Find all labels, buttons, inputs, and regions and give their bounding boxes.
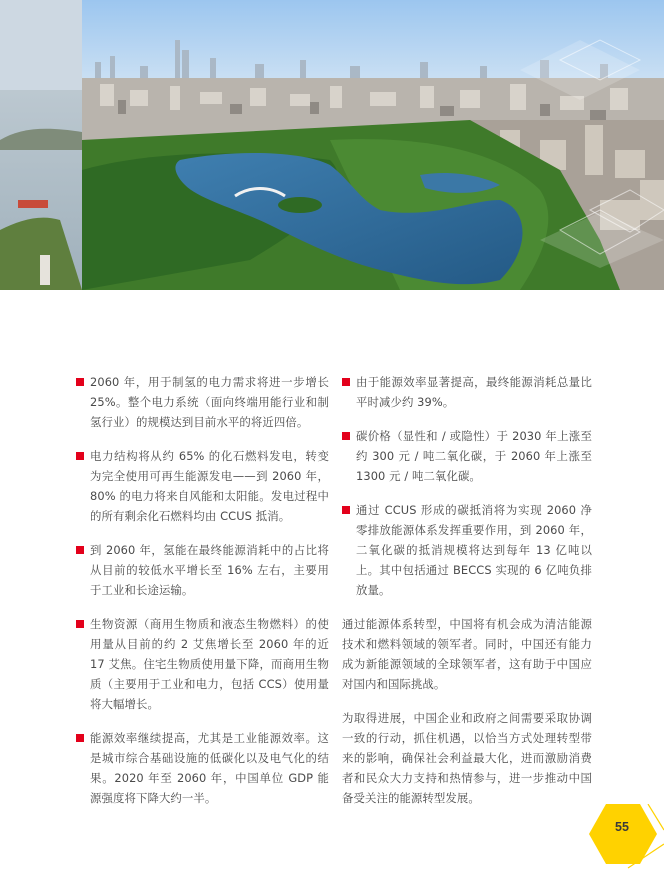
bullet-text: 由于能源效率显著提高，最终能源消耗总量比平时减少约 39%。 xyxy=(356,375,592,409)
red-square-bullet-icon xyxy=(342,506,350,514)
list-item xyxy=(342,500,592,600)
list-item xyxy=(76,614,329,714)
list-item xyxy=(342,426,592,486)
page-number: 55 xyxy=(615,820,629,834)
list-item xyxy=(76,372,329,432)
page-number-badge xyxy=(588,804,664,869)
bullet-text: 碳价格（显性和 / 或隐性）于 2030 年上涨至约 300 元 / 吨二氧化碳，于 2060 年上涨至 1300 元 / 吨二氧化碳。 xyxy=(356,429,592,483)
bullet-text: 2060 年，用于制氢的电力需求将进一步增长 25%。整个电力系统（面向终端用能行业和制氢行业）的规模达到目前水平的将近四倍。 xyxy=(90,375,329,429)
red-square-bullet-icon xyxy=(342,378,350,386)
right-column xyxy=(342,372,592,822)
bullet-text: 通过 CCUS 形成的碳抵消将为实现 2060 净零排放能源体系发挥重要作用，到 2060 年，二氧化碳的抵消规模将达到每年 13 亿吨以上。其中包括通过 BECCS 实现的 6 亿吨负排放量。 xyxy=(356,503,592,597)
red-square-bullet-icon xyxy=(76,620,84,628)
list-item xyxy=(76,446,329,526)
red-square-bullet-icon xyxy=(76,546,84,554)
list-item xyxy=(76,728,329,808)
red-square-bullet-icon xyxy=(342,432,350,440)
bullet-text: 能源效率继续提高，尤其是工业能源效率。这是城市综合基础设施的低碳化以及电气化的结果。2020 年至 2060 年，中国单位 GDP 能源强度将下降大约一半。 xyxy=(90,731,329,805)
header-photo xyxy=(0,0,664,290)
red-square-bullet-icon xyxy=(76,734,84,742)
bullet-text: 到 2060 年，氢能在最终能源消耗中的占比将从目前的较低水平增长至 16% 左右，主要用于工业和长途运输。 xyxy=(90,543,329,597)
bullet-text: 电力结构将从约 65% 的化石燃料发电，转变为完全使用可再生能源发电——到 2060 年，80% 的电力将来自风能和太阳能。发电过程中的所有剩余化石燃料均由 CCUS 抵消。 xyxy=(90,449,329,523)
list-item xyxy=(76,540,329,600)
bullet-text: 生物资源（商用生物质和液态生物燃料）的使用量从目前的约 2 艾焦增长至 2060 年的近 17 艾焦。住宅生物质使用量下降，而商用生物质（主要用于工业和电力，包括 CCS）使用量将大幅增长。 xyxy=(90,617,329,711)
left-column xyxy=(76,372,329,822)
body-paragraph: 为取得进展，中国企业和政府之间需要采取协调一致的行动，抓住机遇，以恰当方式处理转型带来的影响，确保社会利益最大化，进而激励消费者和民众大力支持和热情参与，进一步推动中国备受关注的能源转型发展。 xyxy=(342,711,592,805)
red-square-bullet-icon xyxy=(76,452,84,460)
body-paragraph: 通过能源体系转型，中国将有机会成为清洁能源技术和燃料领域的领军者。同时，中国还有能力成为新能源领域的全球领军者，这有助于中国应对国内和国际挑战。 xyxy=(342,617,592,691)
city-lake-aerial-photo xyxy=(0,0,664,290)
red-square-bullet-icon xyxy=(76,378,84,386)
list-item xyxy=(342,372,592,412)
